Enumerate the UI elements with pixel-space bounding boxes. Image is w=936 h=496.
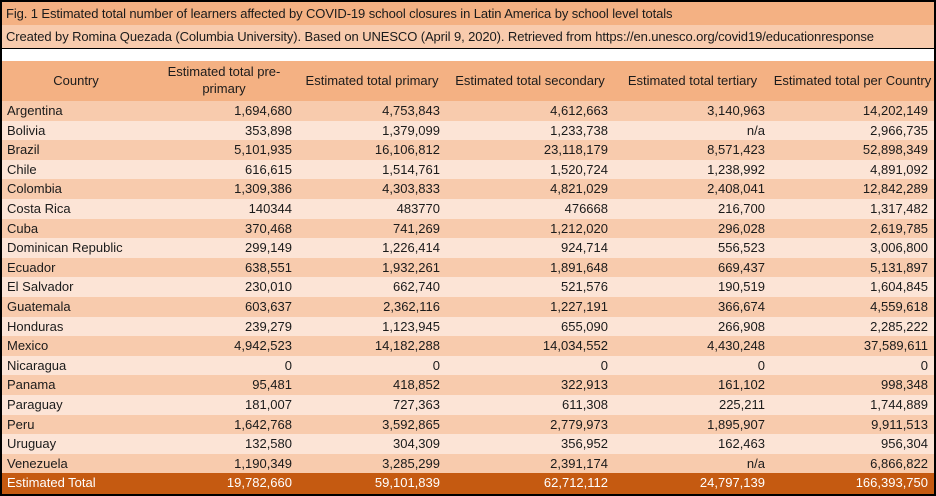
total-row: [2, 473, 934, 494]
cell-value: 662,740: [298, 277, 446, 297]
cell-country: Peru: [2, 415, 150, 435]
table-row: [2, 434, 934, 454]
header-row: [2, 61, 934, 101]
total-secondary: 62,712,112: [446, 473, 614, 494]
cell-value: 225,211: [614, 395, 771, 415]
cell-value: 1,317,482: [771, 199, 934, 219]
cell-value: 1,932,261: [298, 258, 446, 278]
cell-value: 132,580: [150, 434, 298, 454]
cell-value: 0: [150, 356, 298, 376]
cell-value: 0: [771, 356, 934, 376]
table-row: [2, 336, 934, 356]
cell-country: Brazil: [2, 140, 150, 160]
figure-title: Fig. 1 Estimated total number of learners affected by COVID-19 school closures in Latin America by school level totals: [2, 2, 934, 25]
cell-value: 140344: [150, 199, 298, 219]
cell-value: 322,913: [446, 375, 614, 395]
cell-value: 52,898,349: [771, 140, 934, 160]
cell-value: 4,753,843: [298, 101, 446, 121]
cell-value: 370,468: [150, 219, 298, 239]
cell-value: 366,674: [614, 297, 771, 317]
cell-value: 239,279: [150, 317, 298, 337]
cell-value: 190,519: [614, 277, 771, 297]
cell-value: 14,202,149: [771, 101, 934, 121]
column-header-pre-primary: Estimated total pre-primary: [150, 61, 298, 101]
cell-value: 556,523: [614, 238, 771, 258]
cell-value: 299,149: [150, 238, 298, 258]
cell-country: Venezuela: [2, 454, 150, 474]
cell-value: 2,362,116: [298, 297, 446, 317]
cell-value: 1,233,738: [446, 121, 614, 141]
cell-country: Uruguay: [2, 434, 150, 454]
total-tertiary: 24,797,139: [614, 473, 771, 494]
cell-value: 483770: [298, 199, 446, 219]
cell-value: 296,028: [614, 219, 771, 239]
cell-country: Mexico: [2, 336, 150, 356]
cell-country: El Salvador: [2, 277, 150, 297]
table-row: [2, 395, 934, 415]
cell-value: 161,102: [614, 375, 771, 395]
cell-value: 1,227,191: [446, 297, 614, 317]
cell-value: 9,911,513: [771, 415, 934, 435]
cell-value: 5,101,935: [150, 140, 298, 160]
total-pre-primary: 19,782,660: [150, 473, 298, 494]
cell-country: Bolivia: [2, 121, 150, 141]
cell-value: 1,744,889: [771, 395, 934, 415]
cell-country: Argentina: [2, 101, 150, 121]
cell-value: 727,363: [298, 395, 446, 415]
data-table: [2, 61, 934, 494]
total-row-label: Estimated Total: [2, 473, 150, 494]
cell-value: 655,090: [446, 317, 614, 337]
cell-value: 162,463: [614, 434, 771, 454]
cell-value: 2,285,222: [771, 317, 934, 337]
cell-value: 0: [298, 356, 446, 376]
cell-value: 611,308: [446, 395, 614, 415]
cell-country: Ecuador: [2, 258, 150, 278]
cell-value: 23,118,179: [446, 140, 614, 160]
table-row: [2, 121, 934, 141]
cell-value: 3,140,963: [614, 101, 771, 121]
column-header-secondary: Estimated total secondary: [446, 61, 614, 101]
cell-value: 1,123,945: [298, 317, 446, 337]
total-primary: 59,101,839: [298, 473, 446, 494]
cell-value: 8,571,423: [614, 140, 771, 160]
table-body: [2, 101, 934, 473]
table-row: [2, 199, 934, 219]
cell-value: 2,391,174: [446, 454, 614, 474]
cell-value: 6,866,822: [771, 454, 934, 474]
cell-value: 1,642,768: [150, 415, 298, 435]
cell-value: 1,604,845: [771, 277, 934, 297]
cell-value: 14,182,288: [298, 336, 446, 356]
cell-value: 4,942,523: [150, 336, 298, 356]
cell-country: Panama: [2, 375, 150, 395]
table-row: [2, 238, 934, 258]
column-header-tertiary: Estimated total tertiary: [614, 61, 771, 101]
cell-value: 521,576: [446, 277, 614, 297]
cell-value: 741,269: [298, 219, 446, 239]
cell-value: 669,437: [614, 258, 771, 278]
cell-value: 1,190,349: [150, 454, 298, 474]
cell-country: Cuba: [2, 219, 150, 239]
cell-value: n/a: [614, 454, 771, 474]
table-row: [2, 297, 934, 317]
cell-value: 603,637: [150, 297, 298, 317]
cell-value: 12,842,289: [771, 179, 934, 199]
cell-country: Guatemala: [2, 297, 150, 317]
cell-value: 4,821,029: [446, 179, 614, 199]
cell-value: 3,285,299: [298, 454, 446, 474]
cell-value: 16,106,812: [298, 140, 446, 160]
cell-value: 1,514,761: [298, 160, 446, 180]
cell-value: 1,895,907: [614, 415, 771, 435]
cell-value: 5,131,897: [771, 258, 934, 278]
cell-country: Nicaragua: [2, 356, 150, 376]
cell-value: 0: [446, 356, 614, 376]
cell-value: 1,520,724: [446, 160, 614, 180]
cell-value: 1,891,648: [446, 258, 614, 278]
table-row: [2, 258, 934, 278]
cell-value: 998,348: [771, 375, 934, 395]
cell-value: 0: [614, 356, 771, 376]
table-row: [2, 454, 934, 474]
cell-value: 37,589,611: [771, 336, 934, 356]
column-header-country: Country: [2, 61, 150, 101]
table-row: [2, 375, 934, 395]
figure-subtitle: Created by Romina Quezada (Columbia University). Based on UNESCO (April 9, 2020). Retrieved from https://en.unesco.org/covid19/educationresponse: [2, 25, 934, 49]
cell-country: Chile: [2, 160, 150, 180]
cell-value: 95,481: [150, 375, 298, 395]
table-row: [2, 317, 934, 337]
cell-value: 1,379,099: [298, 121, 446, 141]
cell-value: 3,592,865: [298, 415, 446, 435]
table-row: [2, 179, 934, 199]
cell-value: 924,714: [446, 238, 614, 258]
cell-value: 956,304: [771, 434, 934, 454]
table-row: [2, 277, 934, 297]
cell-country: Colombia: [2, 179, 150, 199]
table-row: [2, 356, 934, 376]
cell-country: Costa Rica: [2, 199, 150, 219]
cell-value: 2,619,785: [771, 219, 934, 239]
cell-value: 304,309: [298, 434, 446, 454]
cell-value: 616,615: [150, 160, 298, 180]
cell-value: n/a: [614, 121, 771, 141]
cell-value: 1,238,992: [614, 160, 771, 180]
cell-value: 638,551: [150, 258, 298, 278]
table-row: [2, 219, 934, 239]
cell-value: 476668: [446, 199, 614, 219]
cell-value: 2,966,735: [771, 121, 934, 141]
table-row: [2, 140, 934, 160]
total-per-country: 166,393,750: [771, 473, 934, 494]
table-row: [2, 415, 934, 435]
cell-value: 4,559,618: [771, 297, 934, 317]
cell-value: 2,779,973: [446, 415, 614, 435]
table-row: [2, 160, 934, 180]
cell-value: 230,010: [150, 277, 298, 297]
cell-country: Dominican Republic: [2, 238, 150, 258]
cell-value: 1,226,414: [298, 238, 446, 258]
cell-value: 4,891,092: [771, 160, 934, 180]
cell-value: 4,430,248: [614, 336, 771, 356]
cell-value: 1,212,020: [446, 219, 614, 239]
cell-value: 266,908: [614, 317, 771, 337]
cell-value: 2,408,041: [614, 179, 771, 199]
cell-value: 1,694,680: [150, 101, 298, 121]
cell-value: 14,034,552: [446, 336, 614, 356]
table-row: [2, 101, 934, 121]
cell-value: 216,700: [614, 199, 771, 219]
column-header-per-country: Estimated total per Country: [771, 61, 934, 101]
column-header-primary: Estimated total primary: [298, 61, 446, 101]
cell-value: 1,309,386: [150, 179, 298, 199]
cell-value: 181,007: [150, 395, 298, 415]
cell-value: 356,952: [446, 434, 614, 454]
cell-country: Paraguay: [2, 395, 150, 415]
cell-value: 353,898: [150, 121, 298, 141]
cell-value: 418,852: [298, 375, 446, 395]
cell-value: 4,303,833: [298, 179, 446, 199]
cell-value: 3,006,800: [771, 238, 934, 258]
cell-value: 4,612,663: [446, 101, 614, 121]
title-table-gap: [2, 49, 934, 61]
cell-country: Honduras: [2, 317, 150, 337]
